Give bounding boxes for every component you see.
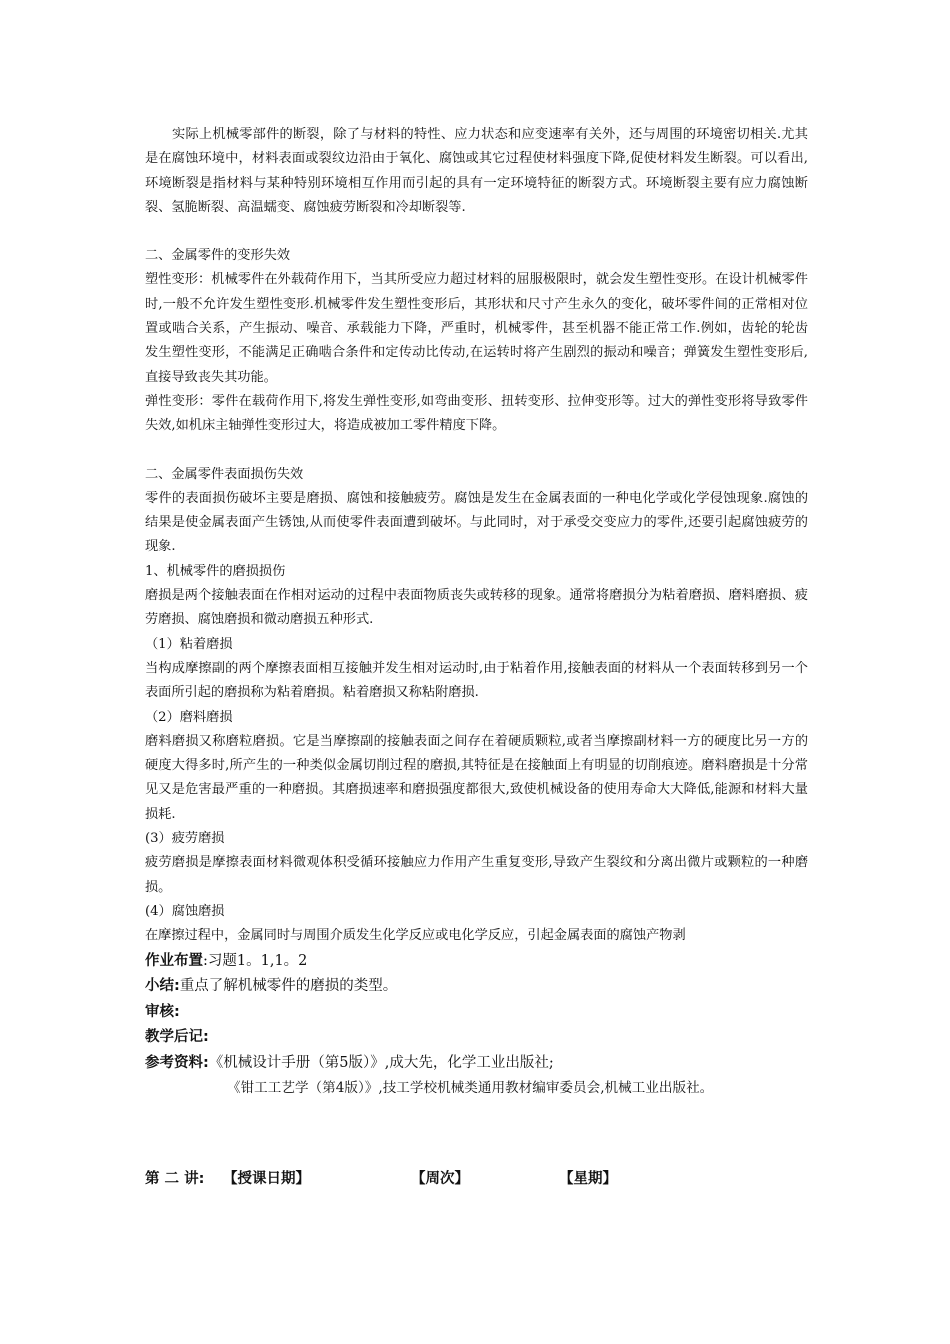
homework-label: 作业布置 — [145, 952, 203, 969]
spacer — [145, 220, 808, 244]
adhesive-heading: （1）粘着磨损 — [145, 636, 233, 652]
conclusion-label: 小结: — [145, 978, 180, 994]
deform-heading: 二、金属零件的变形失效 — [145, 248, 291, 264]
homework-value: :习题1。1,1。2 — [203, 952, 308, 969]
corrosion-paragraph: 在摩擦过程中，金属同时与周围介质发生化学反应或电化学反应，引起金属表面的腐蚀产物剥 — [145, 928, 686, 944]
document-body — [145, 123, 808, 1101]
review-line — [145, 1000, 808, 1026]
lecture-header — [145, 1167, 617, 1191]
homework-line — [145, 949, 808, 975]
reference-line — [145, 1051, 808, 1077]
lecture-date-label: 【授课日期】 — [223, 1171, 310, 1187]
conclusion-value: 重点了解机械零件的磨损的类型。 — [179, 978, 398, 994]
elastic-deform-paragraph: 弹性变形：零件在载荷作用下,将发生弹性变形,如弯曲变形、扭转变形、拉伸变形等。过大的弹性变形将导致零件失效,如机床主轴弹性变形过大，将造成被加工零件精度下降。 — [145, 393, 808, 434]
reference-label: 参考资料: — [145, 1054, 209, 1071]
afterword-label: 教学后记: — [145, 1029, 209, 1045]
lecture-week-label: 【周次】 — [411, 1171, 469, 1187]
lecture-number: 第 二 讲: — [145, 1171, 205, 1187]
abrasive-heading: （2）磨料磨损 — [145, 709, 233, 725]
abrasive-paragraph: 磨料磨损又称磨粒磨损。它是当摩擦副的接触表面之间存在着硬质颗粒,或者当摩擦副材料一方的硬度比另一方的硬度大得多时,所产生的一种类似金属切削过程的磨损,其特征是在接触面上有明显的切削痕迹。磨料磨损是十分常见又是危害最严重的一种磨损。其磨损速率和磨损强度都很大,致使机械设备的使用寿命大大降低,能源和材料大量损耗. — [145, 733, 808, 822]
fatigue-heading: (3）疲劳磨损 — [145, 831, 225, 847]
corrosion-heading: (4）腐蚀磨损 — [145, 903, 225, 919]
surface-intro-paragraph: 零件的表面损伤破坏主要是磨损、腐蚀和接触疲劳。腐蚀是发生在金属表面的一种电化学或化学侵蚀现象.腐蚀的结果是使金属表面产生锈蚀,从而使零件表面遭到破坏。与此同时，对于承受交变应力的零件,还要引起腐蚀疲劳的现象. — [145, 490, 808, 555]
afterword-line — [145, 1025, 808, 1051]
conclusion-line — [145, 974, 808, 1000]
wear-paragraph: 磨损是两个接触表面在作相对运动的过程中表面物质丧失或转移的现象。通常将磨损分为粘着磨损、磨料磨损、疲劳磨损、腐蚀磨损和微动磨损五种形式. — [145, 588, 808, 628]
surface-heading: 二、金属零件表面损伤失效 — [145, 466, 304, 482]
review-label: 审核: — [145, 1003, 180, 1020]
reference-1: 《机械设计手册（第5版）》,成大先，化学工业出版社; — [208, 1054, 554, 1071]
adhesive-paragraph: 当构成摩擦副的两个摩擦表面相互接触并发生相对运动时,由于粘着作用,接触表面的材料从一个表面转移到另一个表面所引起的磨损称为粘着磨损。粘着磨损又称粘附磨损. — [145, 660, 808, 701]
wear-heading: 1、机械零件的磨损损伤 — [145, 563, 286, 579]
spacer — [145, 439, 808, 463]
lecture-weekday-label: 【星期】 — [559, 1171, 617, 1187]
reference-2: 《钳工工艺学（第4版）》,技工学校机械类通用教材编审委员会,机械工业出版社。 — [227, 1080, 714, 1096]
fatigue-paragraph: 疲劳磨损是摩擦表面材料微观体积受循环接触应力作用产生重复变形,导致产生裂纹和分离出微片或颗粒的一种磨损。 — [145, 855, 808, 895]
plastic-deform-paragraph: 塑性变形：机械零件在外载荷作用下，当其所受应力超过材料的屈服极限时，就会发生塑性变形。在设计机械零件时,一般不允许发生塑性变形.机械零件发生塑性变形后，其形状和尺寸产生永久的变化，破坏零件间的正常相对位置或啮合关系，产生振动、噪音、承载能力下降，严重时，机械零件，甚至机器不能正常工作.例如，齿轮的轮齿发生塑性变形，不能满足正确啮合条件和定传动比传动,在运转时将产生剧烈的振动和噪音；弹簧发生塑性变形后,直接导致丧失其功能。 — [145, 272, 808, 385]
intro-paragraph: 实际上机械零部件的断裂，除了与材料的特性、应力状态和应变速率有关外，还与周围的环境密切相关.尤其是在腐蚀环境中，材料表面或裂纹边沿由于氧化、腐蚀或其它过程使材料强度下降,促使材料发生断裂。可以看出,环境断裂是指材料与某种特别环境相互作用而引起的具有一定环境特征的断裂方式。环境断裂主要有应力腐蚀断裂、氢脆断裂、高温蠕变、腐蚀疲劳断裂和冷却断裂等. — [145, 127, 808, 215]
